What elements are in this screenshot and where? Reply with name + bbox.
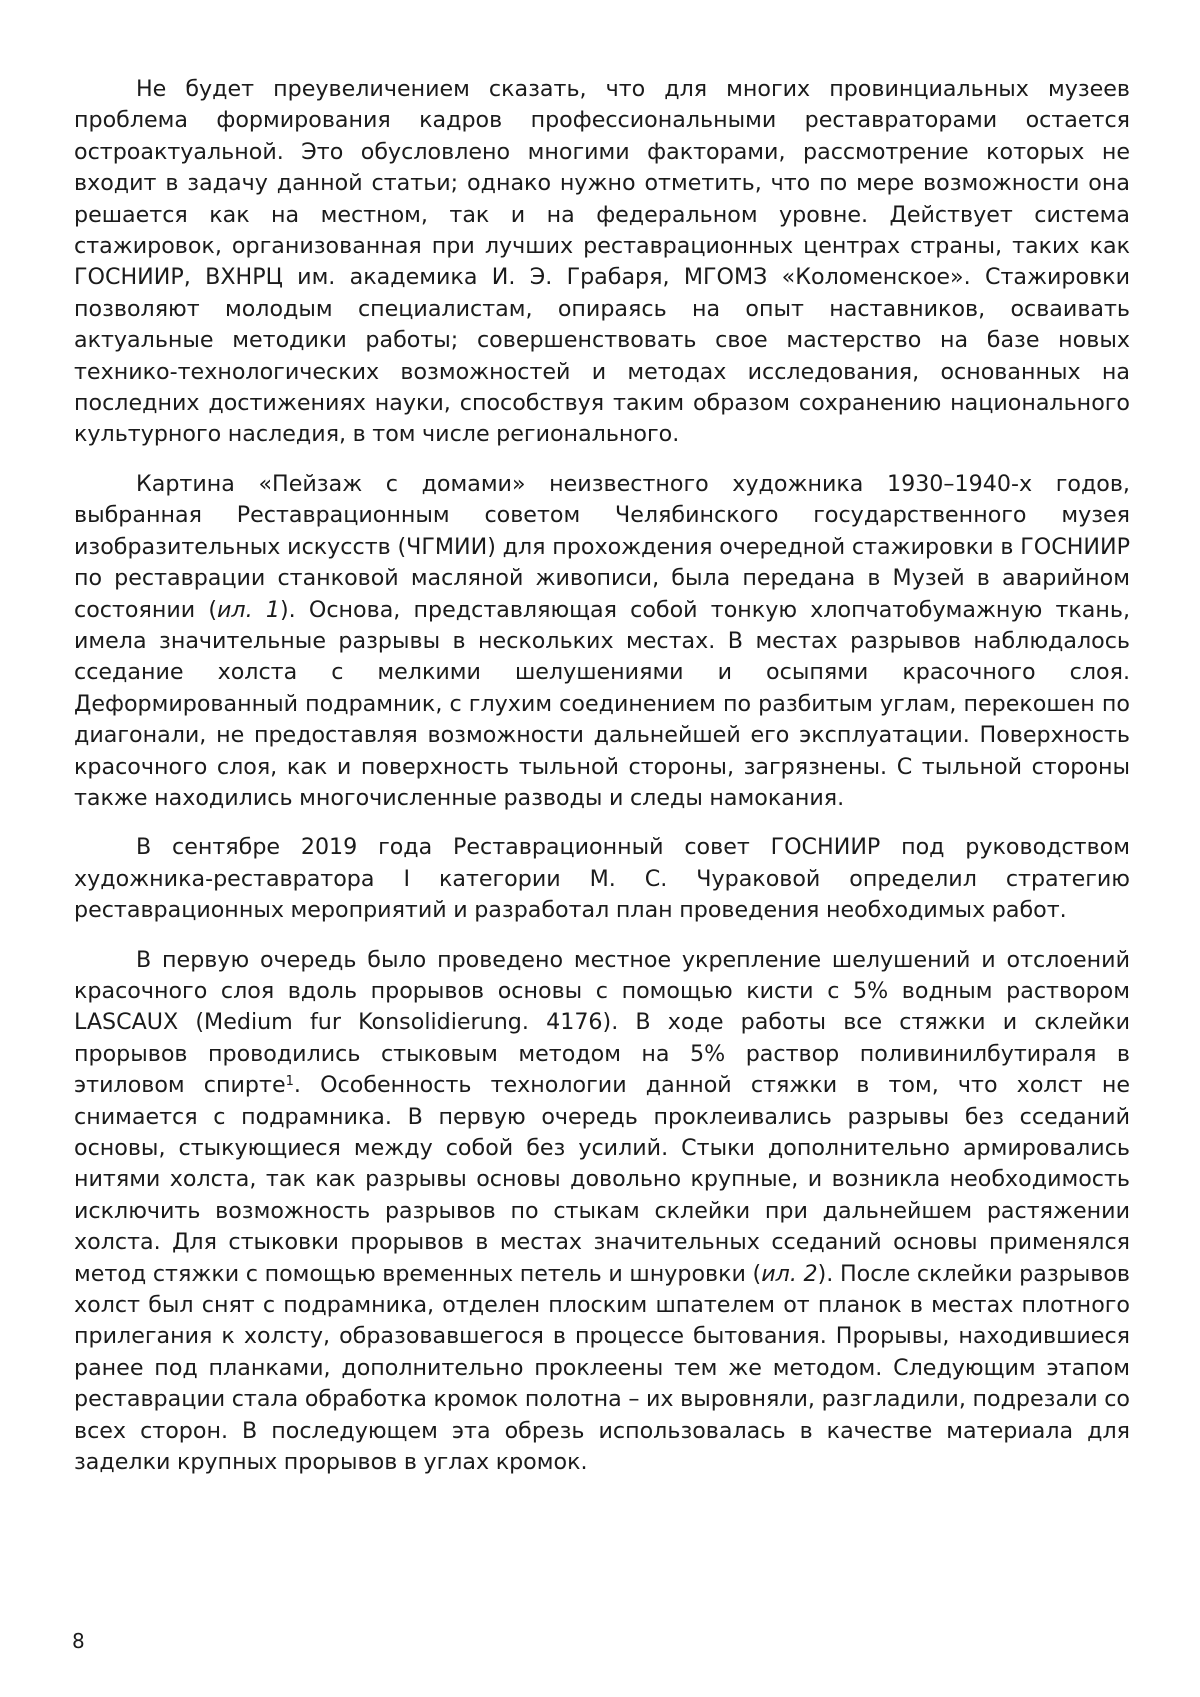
page-number: 8	[72, 1629, 85, 1653]
page-body	[74, 74, 1130, 1496]
paragraph-3: В сентябре 2019 года Реставрационный совет ГОСНИИР под руководством художника-реставратора I категории М. С. Чураковой определил стратегию реставрационных мероприятий и разработал план проведения необходимых работ.	[74, 834, 1130, 924]
illustration-ref-2: ил. 2	[761, 1260, 818, 1287]
paragraph-4-text-part2: . Особенность технологии данной стяжки в том, что холст не снимается с подрамника. В первую очередь проклеивались разрывы без сседаний основы, стыкующиеся между собой без усилий. Стыки дополнительно армировались нитями холста, так как разрывы основы довольно крупные, и возникла необходимость исключить возможность разрывов по стыкам склейки при дальнейшем растяжении холста. Для стыковки прорывов в местах значительных сседаний основы применялся метод стяжки с помощью временных петель и шнуровки (	[74, 1072, 1130, 1287]
paragraph-2-text-after: ). Основа, представляющая собой тонкую хлопчатобумажную ткань, имела значительные разрывы в нескольких местах. В местах разрывов наблюдалось сседание холста с мелкими шелушениями и осыпями красочного слоя. Деформированный подрамник, с глухим соединением по разбитым углам, перекошен по диагонали, не предоставляя возможности дальнейшей его эксплуатации. Поверхность красочного слоя, как и поверхность тыльной стороны, загрязнены. С тыльной стороны также находились многочисленные разводы и следы намокания.	[74, 596, 1130, 811]
paragraph-2-text-before: Картина «Пейзаж с домами» неизвестного художника 1930–1940-х годов, выбранная Реставрационным советом Челябинского государственного музея изобразительных искусств (ЧГМИИ) для прохождения очередной стажировки в ГОСНИИР по реставрации станковой масляной живописи, была передана в Музей в аварийном состоянии (	[74, 470, 1130, 623]
paragraph-4-text-part1: В первую очередь было проведено местное укрепление шелушений и отслоений красочного слоя вдоль прорывов основы с помощью кисти с 5% водным раствором LASCAUX (Medium fur Konsolidierung. 4176). В ходе работы все стяжки и склейки прорывов проводились стыковым методом на 5% раствор поливинилбутираля в этиловом спирте	[74, 946, 1130, 1099]
paragraph-1: Не будет преувеличением сказать, что для многих провинциальных музеев проблема формирования кадров профессиональными реставраторами остается остроактуальной. Это обусловлено многими факторами, рассмотрение которых не входит в задачу данной статьи; однако нужно отметить, что по мере возможности она решается как на местном, так и на федеральном уровне. Действует система стажировок, организованная при лучших реставрационных центрах страны, таких как ГОСНИИР, ВХНРЦ им. академика И. Э. Грабаря, МГОМЗ «Коломенское». Стажировки позволяют молодым специалистам, опираясь на опыт наставников, осваивать актуальные методики работы; совершенствовать свое мастерство на базе новых технико-технологических возможностей и методах исследования, основанных на последних достижениях науки, способствуя таким образом сохранению национального культурного наследия, в том числе регионального.	[74, 76, 1130, 448]
paragraph-4	[74, 945, 1130, 1479]
illustration-ref-1: ил. 1	[217, 596, 280, 623]
paragraph-2	[74, 469, 1130, 814]
paragraph-4-text-part3: ). После склейки разрывов холст был снят с подрамника, отделен плоским шпателем от планок в местах плотного прилегания к холсту, образовавшегося в процессе бытования. Прорывы, находившиеся ранее под планками, дополнительно проклеены тем же методом. Следующим этапом реставрации стала обработка кромок полотна – их выровняли, разгладили, подрезали со всех сторон. В последующем эта обрезь использовалась в качестве материала для заделки крупных прорывов в углах кромок.	[74, 1260, 1130, 1476]
footnote-ref-1: 1	[285, 1074, 294, 1090]
